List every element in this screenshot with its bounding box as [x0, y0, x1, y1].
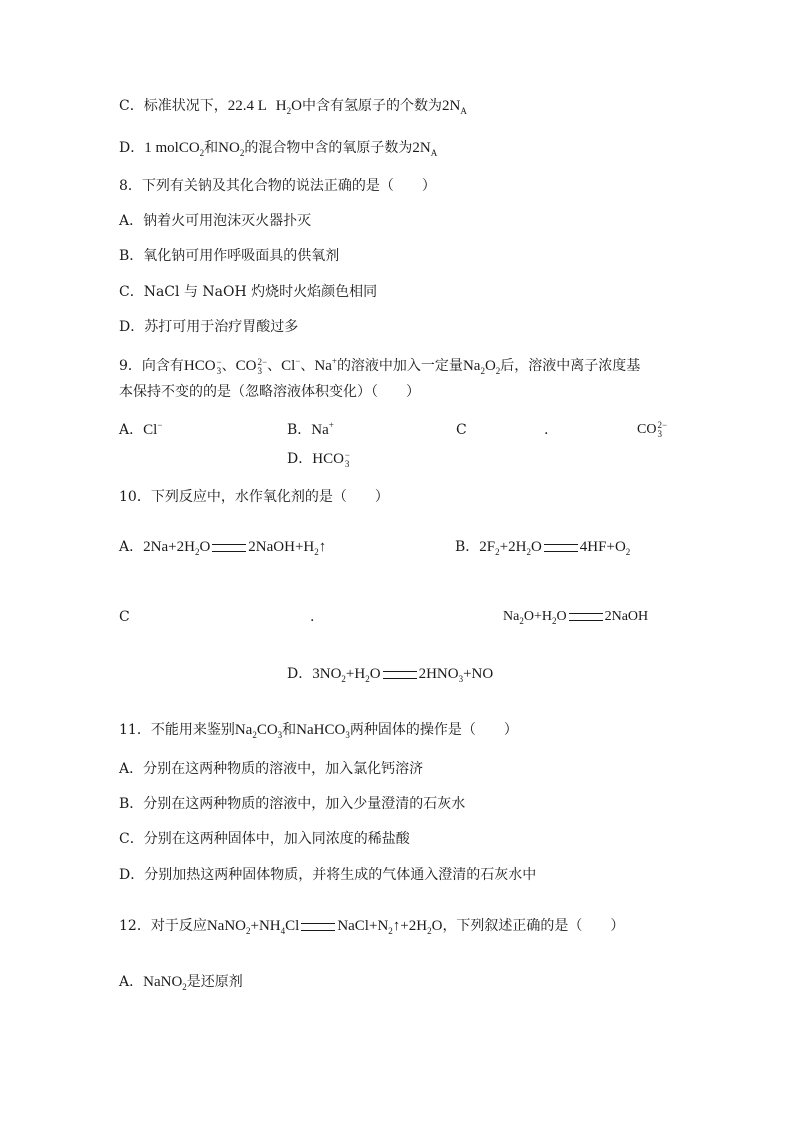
- bicarbonate-ion: HCO − 3: [183, 356, 222, 376]
- sodium-peroxide: $Na_2O_2$: [462, 358, 501, 376]
- q9-option-b: B．Na+: [287, 420, 334, 438]
- volume-value: 22.4 L: [227, 98, 267, 114]
- q10-option-c-label: C: [119, 609, 130, 625]
- avogadro-count: $2N_A$: [412, 140, 438, 158]
- q10-option-d: D．$3NO_2+H_2O$ $2HNO_3+NO$: [287, 666, 494, 684]
- q10-option-c-equation: $Na_2O+H_2O$ 2NaOH: [503, 609, 649, 626]
- q11-option-b: B．分别在这两种物质的溶液中，加入少量澄清的石灰水: [119, 796, 466, 812]
- q10-option-b: B．$2F_2+2H_2O$ $4HF+O_2$: [455, 539, 631, 557]
- q9-option-d: D．HCO − 3: [287, 449, 350, 469]
- q9-option-c-value: CO 2− 3: [637, 419, 668, 439]
- sodium-carbonate: $Na_2CO_3$: [234, 722, 283, 740]
- q8-option-c: C．NaCl 与 NaOH 灼烧时火焰颜色相同: [119, 284, 378, 300]
- q12-equation: $NaNO_2+NH_4Cl$ $NaCl+N_2↑+2H_2O$: [206, 918, 443, 936]
- q12-option-a: A．NaNO$_2$是还原剂: [119, 974, 243, 992]
- q11-option-a: A．分别在这两种物质的溶液中，加入氯化钙溶济: [119, 761, 424, 777]
- option-label: C．标准状况下，: [119, 98, 228, 114]
- q11-option-c: C．分别在这两种固体中，加入同浓度的稀盐酸: [119, 831, 410, 847]
- no2-formula: $NO_2$: [218, 140, 245, 158]
- water-formula: $H_2O$: [275, 98, 302, 116]
- q11-option-d: D．分别加热这两种固体物质，并将生成的气体通入澄清的石灰水中: [119, 867, 537, 883]
- mol-value: 1 mol: [144, 140, 179, 156]
- q9-option-c-label: C: [456, 422, 467, 438]
- q8-option-b: B．氧化钠可用作呼吸面具的供氧剂: [119, 248, 340, 264]
- chloride-ion: Cl−: [281, 356, 301, 374]
- q9-stem-line2: 本保持不变的的是（忽略溶液体积变化）（ ）: [119, 384, 420, 400]
- q11-stem: 11．不能用来鉴别$Na_2CO_3$和NaHCO$_3$两种固体的操作是（ ）: [119, 722, 518, 740]
- carbonate-ion: CO 2− 3: [235, 356, 268, 376]
- q10-option-c-dot: .: [310, 609, 315, 625]
- q9-option-c-dot: .: [544, 422, 549, 438]
- option-text: 的混合物中含的氧原子数为: [244, 140, 413, 156]
- q10-stem: 10．下列反应中，水作氧化剂的是（ ）: [119, 489, 389, 505]
- q10-option-a: A．$2Na+2H_2O$ $2NaOH+H_2↑$: [119, 539, 327, 557]
- q7-option-c: [119, 96, 467, 116]
- q9-option-a: A．Cl−: [119, 420, 163, 438]
- q8-option-a: A．钠着火可用泡沫灭火器扑灭: [119, 213, 312, 229]
- q9-stem-line1: 9．向含有HCO − 3 、CO 2− 3 、Cl−、Na+的溶液中加入一定量$Na_2O_2$后，溶液中离子浓度基: [119, 356, 641, 376]
- sodium-nitrite: NaNO$_2$: [143, 974, 187, 992]
- q8-option-d: D．苏打可用于治疗胃酸过多: [119, 319, 299, 335]
- option-text: 中含有氢原子的个数为: [301, 98, 442, 114]
- co2-formula: $CO_2$: [178, 140, 205, 158]
- sodium-ion: Na+: [314, 356, 337, 374]
- sodium-bicarbonate: NaHCO$_3$: [296, 722, 350, 740]
- q12-stem: 12．对于反应$NaNO_2+NH_4Cl$ $NaCl+N_2↑+2H_2O$，下列叙述正确的是（ ）: [119, 918, 625, 936]
- option-label: D．: [119, 140, 145, 156]
- q8-stem: 8．下列有关钠及其化合物的说法正确的是（ ）: [119, 178, 436, 194]
- q7-option-d: [119, 138, 437, 158]
- option-text: 和: [204, 140, 219, 156]
- avogadro-count: $2N_A$: [441, 98, 467, 116]
